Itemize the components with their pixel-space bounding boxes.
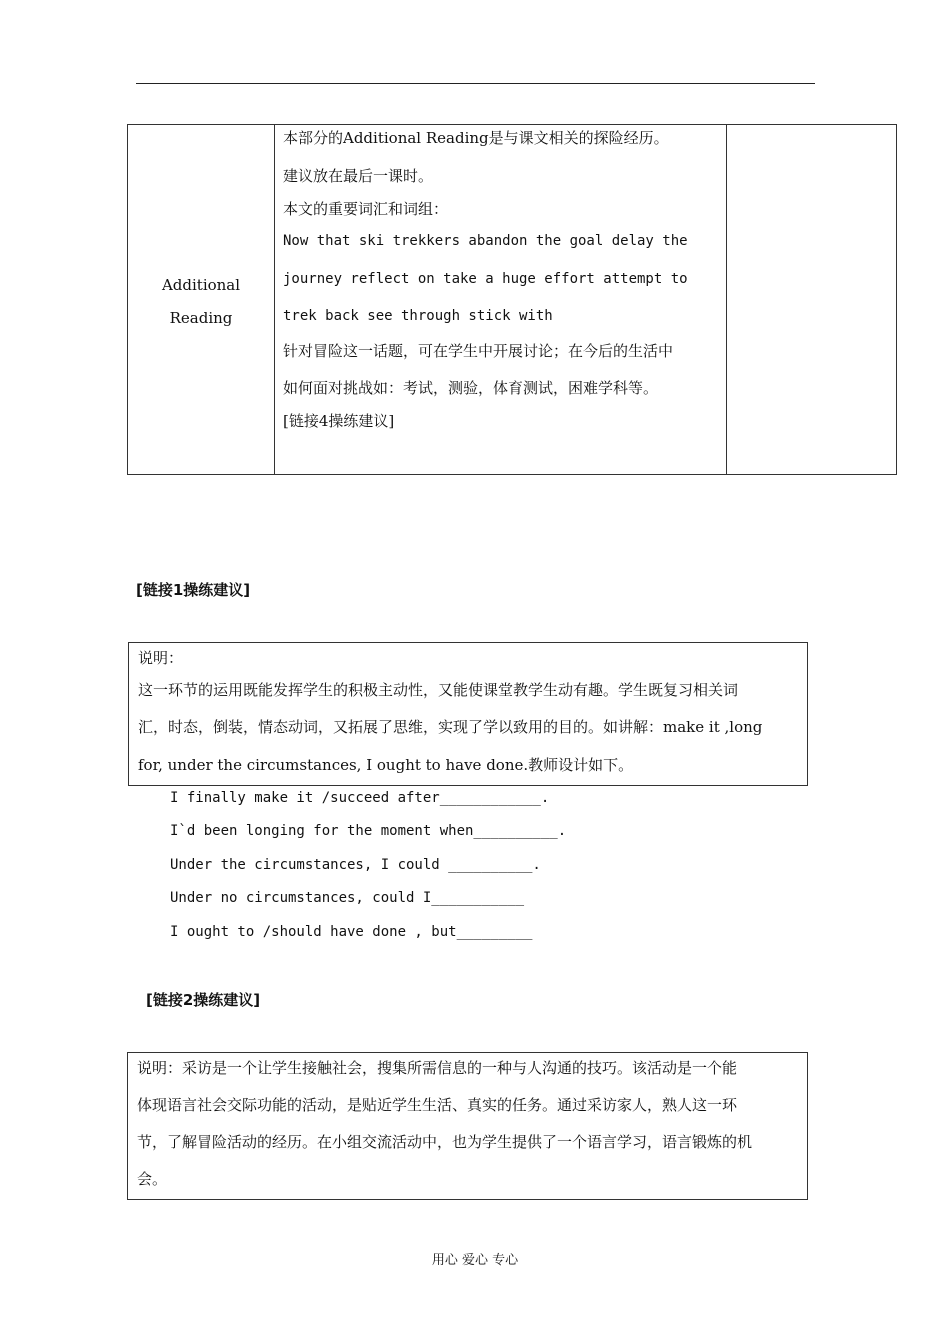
note-line: 这一环节的运用既能发挥学生的积极主动性，又能使课堂教学生动有趣。学生既复习相关词 xyxy=(138,681,739,699)
note-line: 汇，时态，倒装，情态动词，又拓展了思维，实现了学以致用的目的。如讲解：make it ,long xyxy=(138,718,763,736)
note-line: 说明： xyxy=(138,649,184,667)
exercise-line: I ought to /should have done , but_________ xyxy=(170,924,533,940)
content-line: 本部分的Additional Reading是与课文相关的探险经历。 xyxy=(283,129,669,147)
section-2-heading: [链接2操练建议] xyxy=(146,991,261,1009)
content-line: 针对冒险这一话题，可在学生中开展讨论；在今后的生活中 xyxy=(283,342,674,360)
page-footer: 用心 爱心 专心 xyxy=(431,1253,519,1268)
content-line: 建议放在最后一课时。 xyxy=(283,167,434,185)
vocab-line: trek back see through stick with xyxy=(283,308,553,324)
header-rule xyxy=(136,83,815,84)
section-1-note-box xyxy=(128,642,808,786)
note-line: 说明：采访是一个让学生接触社会，搜集所需信息的一种与人沟通的技巧。该活动是一个能 xyxy=(137,1059,738,1077)
exercise-line: Under the circumstances, I could __________. xyxy=(170,857,541,873)
content-line: 如何面对挑战如：考试，测验，体育测试，困难学科等。 xyxy=(283,379,659,397)
label-line-2: Reading xyxy=(169,309,233,327)
content-line: 本文的重要词汇和词组： xyxy=(283,200,449,218)
label-line-1: Additional xyxy=(161,276,241,294)
vocab-line: journey reflect on take a huge effort attempt to xyxy=(283,271,688,287)
note-line: 会。 xyxy=(137,1170,168,1188)
exercise-line: I finally make it /succeed after____________. xyxy=(170,790,550,806)
note-line: 节，了解冒险活动的经历。在小组交流活动中，也为学生提供了一个语言学习，语言锻炼的机 xyxy=(137,1133,753,1151)
table-divider-left xyxy=(274,125,275,474)
note-line: for, under the circumstances, I ought to have done.教师设计如下。 xyxy=(138,756,634,774)
table-divider-right xyxy=(726,125,727,474)
table-label-cell xyxy=(128,269,274,335)
additional-reading-table xyxy=(127,124,897,475)
note-line: 体现语言社会交际功能的活动，是贴近学生生活、真实的任务。通过采访家人，熟人这一环 xyxy=(137,1096,738,1114)
exercise-line: I`d been longing for the moment when__________. xyxy=(170,823,567,839)
section-1-heading: [链接1操练建议] xyxy=(136,581,251,599)
section-2-note-box xyxy=(127,1052,808,1200)
link-4-reference: [链接4操练建议] xyxy=(283,412,395,430)
exercise-line: Under no circumstances, could I___________ xyxy=(170,890,525,906)
vocab-line: Now that ski trekkers abandon the goal delay the xyxy=(283,233,688,249)
